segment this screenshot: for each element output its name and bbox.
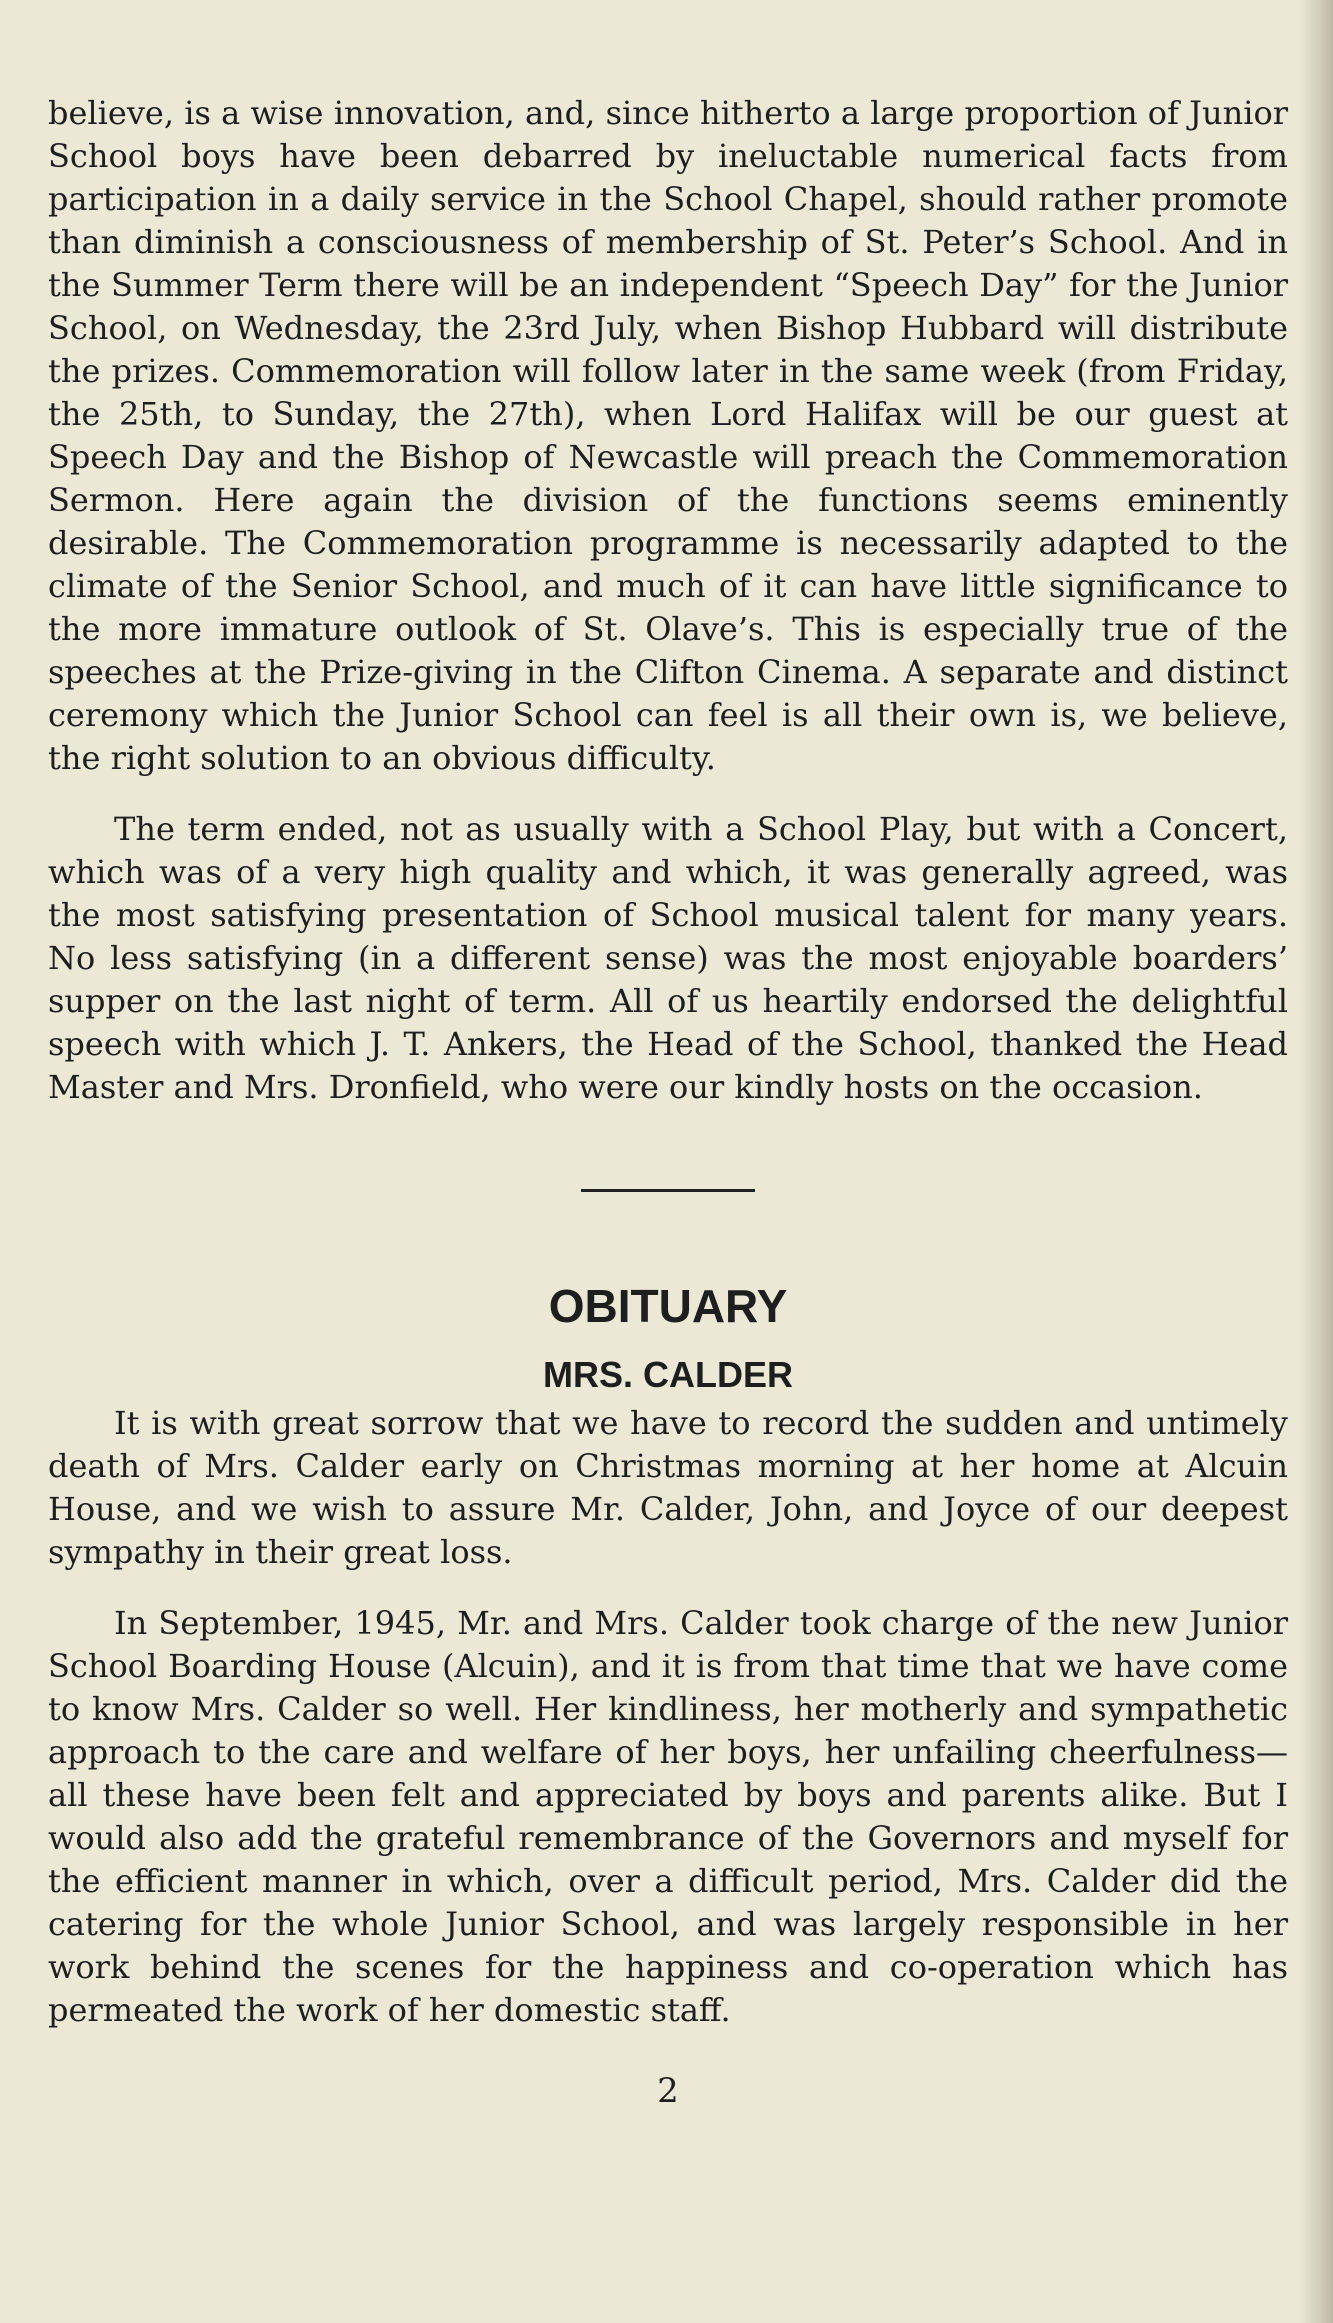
page-edge-shadow (1299, 0, 1333, 2323)
paragraph-continued: believe, is a wise innovation, and, since hitherto a large proportion of Junior School boys have been debarred by ineluctable numerical facts from participation in a daily service in the School Chapel, should rather promote than diminish a consciousness of membership of St. Peter’s School. And in the Summer Term there will be an independent “Speech Day” for the Junior School, on Wednesday, the 23rd July, when Bishop Hubbard will distribute the prizes. Commemoration will follow later in the same week (from Friday, the 25th, to Sunday, the 27th), when Lord Halifax will be our guest at Speech Day and the Bishop of Newcastle will preach the Commemoration Sermon. Here again the division of the functions seems eminently desirable. The Commemoration programme is necessarily adapted to the climate of the Senior School, and much of it can have little significance to the more immature outlook of St. Olave’s. This is especially true of the speeches at the Prize-giving in the Clifton Cinema. A separate and distinct ceremony which the Junior School can feel is all their own is, we believe, the right solution to an obvious difficulty. (48, 94, 1288, 777)
obituary-subheading: MRS. CALDER (543, 1354, 793, 1395)
paragraph-term-ended: The term ended, not as usually with a School Play, but with a Concert, which was of a very high quality and which, it was generally agreed, was the most satisfying presentation of School musical talent for many years. No less satisfying (in a different sense) was the most enjoyable boarders’ supper on the last night of term. All of us heartily endorsed the delightful speech with which J. T. Ankers, the Head of the School, thanked the Head Master and Mrs. Dronfield, who were our kindly hosts on the occasion. (48, 810, 1288, 1106)
document-page (48, 92, 1288, 2113)
page-number: 2 (657, 2071, 679, 2111)
section-divider (581, 1189, 755, 1192)
paragraph-gap (48, 780, 1288, 808)
obituary-paragraph-1: It is with great sorrow that we have to record the sudden and untimely death of Mrs. Calder early on Christmas morning at her home at Alcuin House, and we wish to assure Mr. Calder, John, and Joyce of our deepest sympathy in their great loss. (48, 1404, 1288, 1571)
obituary-paragraph-2: In September, 1945, Mr. and Mrs. Calder took charge of the new Junior School Boarding House (Alcuin), and it is from that time that we have come to know Mrs. Calder so well. Her kindliness, her motherly and sympathetic approach to the care and welfare of her boys, her unfailing cheerfulness—all these have been felt and appreciated by boys and parents alike. But I would also add the grateful remembrance of the Governors and myself for the efficient manner in which, over a difficult period, Mrs. Calder did the catering for the whole Junior School, and was largely responsible in her work behind the scenes for the happiness and co-operation which has permeated the work of her domestic staff. (48, 1604, 1288, 2029)
obituary-heading: OBITUARY (548, 1280, 788, 1332)
paragraph-gap (48, 1574, 1288, 1602)
